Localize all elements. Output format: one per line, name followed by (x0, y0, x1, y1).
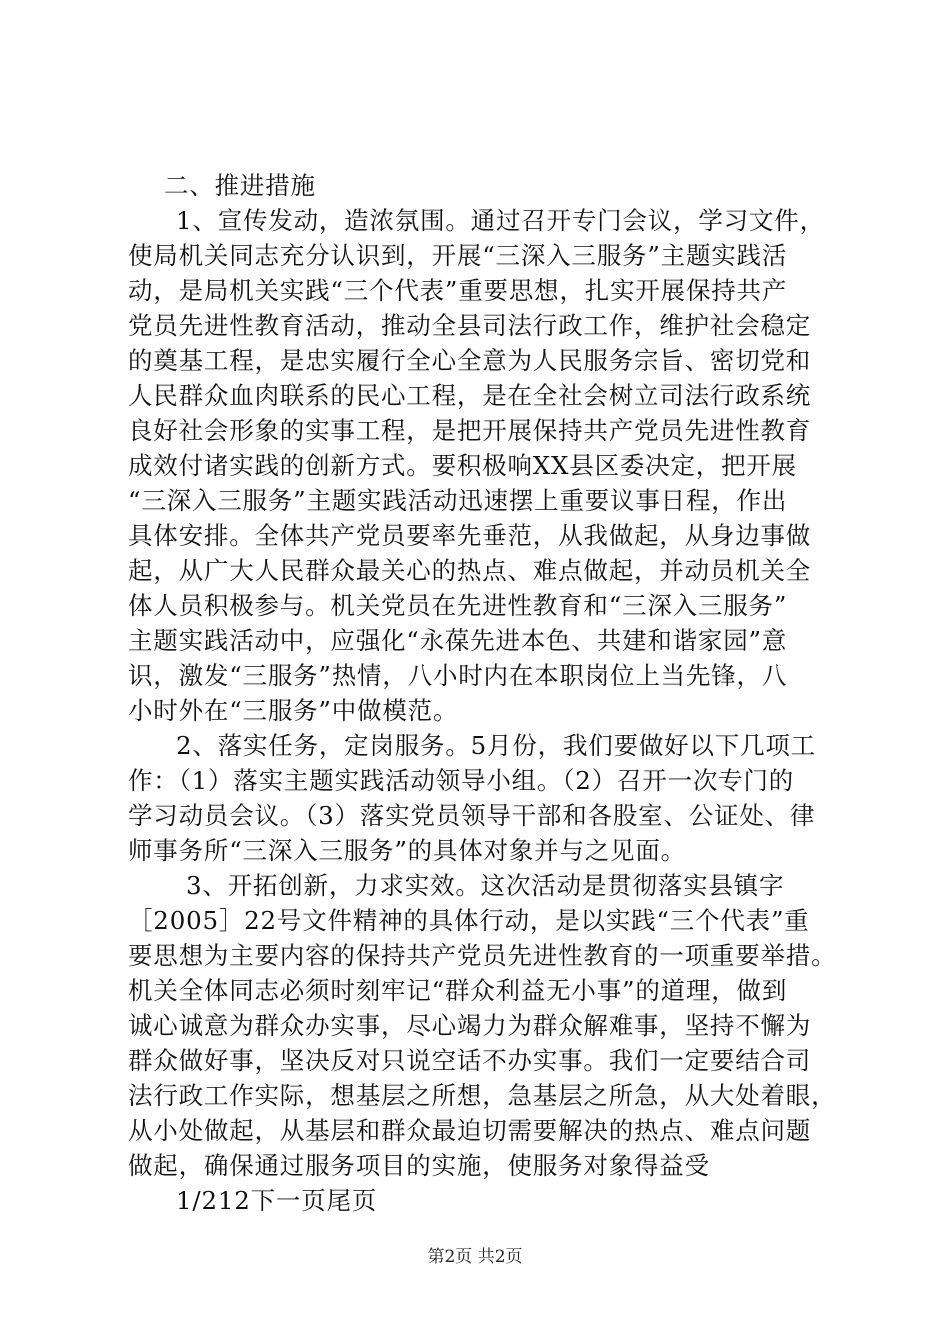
paragraph-line: 做起，确保通过服务项目的实施，使服务对象得益受 (128, 1151, 710, 1180)
paragraph-line: 起，从广大人民群众最关心的热点、难点做起，并动员机关全 (128, 556, 812, 585)
paragraph-line: 识，激发“三服务”热情，八小时内在本职岗位上当先锋，八 (128, 661, 788, 690)
next-page-link[interactable]: 下一页 (250, 1186, 327, 1215)
paragraph-line: 要思想为主要内容的保持共产党员先进性教育的一项重要举措。 (128, 941, 837, 970)
page-number: 第2页 共2页 (427, 1247, 523, 1267)
document-body (128, 168, 840, 1218)
paragraph-line: 动，是局机关实践“三个代表”重要思想，扎实开展保持共产 (128, 276, 788, 305)
pagination (128, 1183, 840, 1218)
paragraph-line: 作：（1）落实主题实践活动领导小组。（2）召开一次专门的 (128, 766, 795, 795)
paragraph-line: 人民群众血肉联系的民心工程，是在全社会树立司法行政系统 (128, 381, 812, 410)
paragraph-line: 使局机关同志充分认识到，开展“三深入三服务”主题实践活 (128, 241, 788, 270)
paragraph-line: 学习动员会议。（3）落实党员领导干部和各股室、公证处、律 (128, 801, 816, 830)
paragraph-line: 具体安排。全体共产党员要率先垂范，从我做起，从身边事做 (128, 521, 812, 550)
page-footer (0, 1246, 950, 1268)
paragraph-line: 成效付诸实践的创新方式。要积极响XX县区委决定，把开展 (128, 451, 797, 480)
paragraph-line: 法行政工作实际，想基层之所想，急基层之所急，从大处着眼， (128, 1081, 837, 1110)
page-info: 1/212 (176, 1186, 251, 1215)
paragraph-line: 2、落实任务，定岗服务。5月份，我们要做好以下几项工 (176, 731, 816, 760)
section-heading: 二、推进措施 (164, 171, 316, 200)
last-page-link[interactable]: 尾页 (326, 1186, 378, 1215)
paragraph-line: 诚心诚意为群众办实事，尽心竭力为群众解难事，坚持不懈为 (128, 1011, 812, 1040)
paragraph-line: “三深入三服务”主题实践活动迅速摆上重要议事日程，作出 (128, 486, 788, 515)
paragraph-2 (128, 728, 840, 868)
paragraph-line: 群众做好事，坚决反对只说空话不办实事。我们一定要结合司 (128, 1046, 812, 1075)
paragraph-line: 体人员积极参与。机关党员在先进性教育和“三深入三服务” (128, 591, 788, 620)
paragraph-line: 师事务所“三深入三服务”的具体对象并与之见面。 (128, 836, 686, 865)
paragraph-line: 从小处做起，从基层和群众最迫切需要解决的热点、难点问题 (128, 1116, 812, 1145)
paragraph-line: 主题实践活动中，应强化“永葆先进本色、共建和谐家园”意 (128, 626, 788, 655)
paragraph-line: 1、宣传发动，造浓氛围。通过召开专门会议，学习文件， (176, 206, 825, 235)
paragraph-line: 党员先进性教育活动，推动全县司法行政工作，维护社会稳定 (128, 311, 812, 340)
paragraph-line: 小时外在“三服务”中做模范。 (128, 696, 459, 725)
paragraph-line: 3、开拓创新，力求实效。这次活动是贯彻落实县镇字 (186, 871, 785, 900)
paragraph-3 (128, 868, 840, 1183)
paragraph-line: ［2005］22号文件精神的具体行动，是以实践“三个代表”重 (128, 906, 810, 935)
paragraph-line: 机关全体同志必须时刻牢记“群众利益无小事”的道理，做到 (128, 976, 788, 1005)
paragraph-line: 的奠基工程，是忠实履行全心全意为人民服务宗旨、密切党和 (128, 346, 812, 375)
paragraph-line: 良好社会形象的实事工程，是把开展保持共产党员先进性教育 (128, 416, 812, 445)
paragraph-1 (128, 203, 840, 728)
